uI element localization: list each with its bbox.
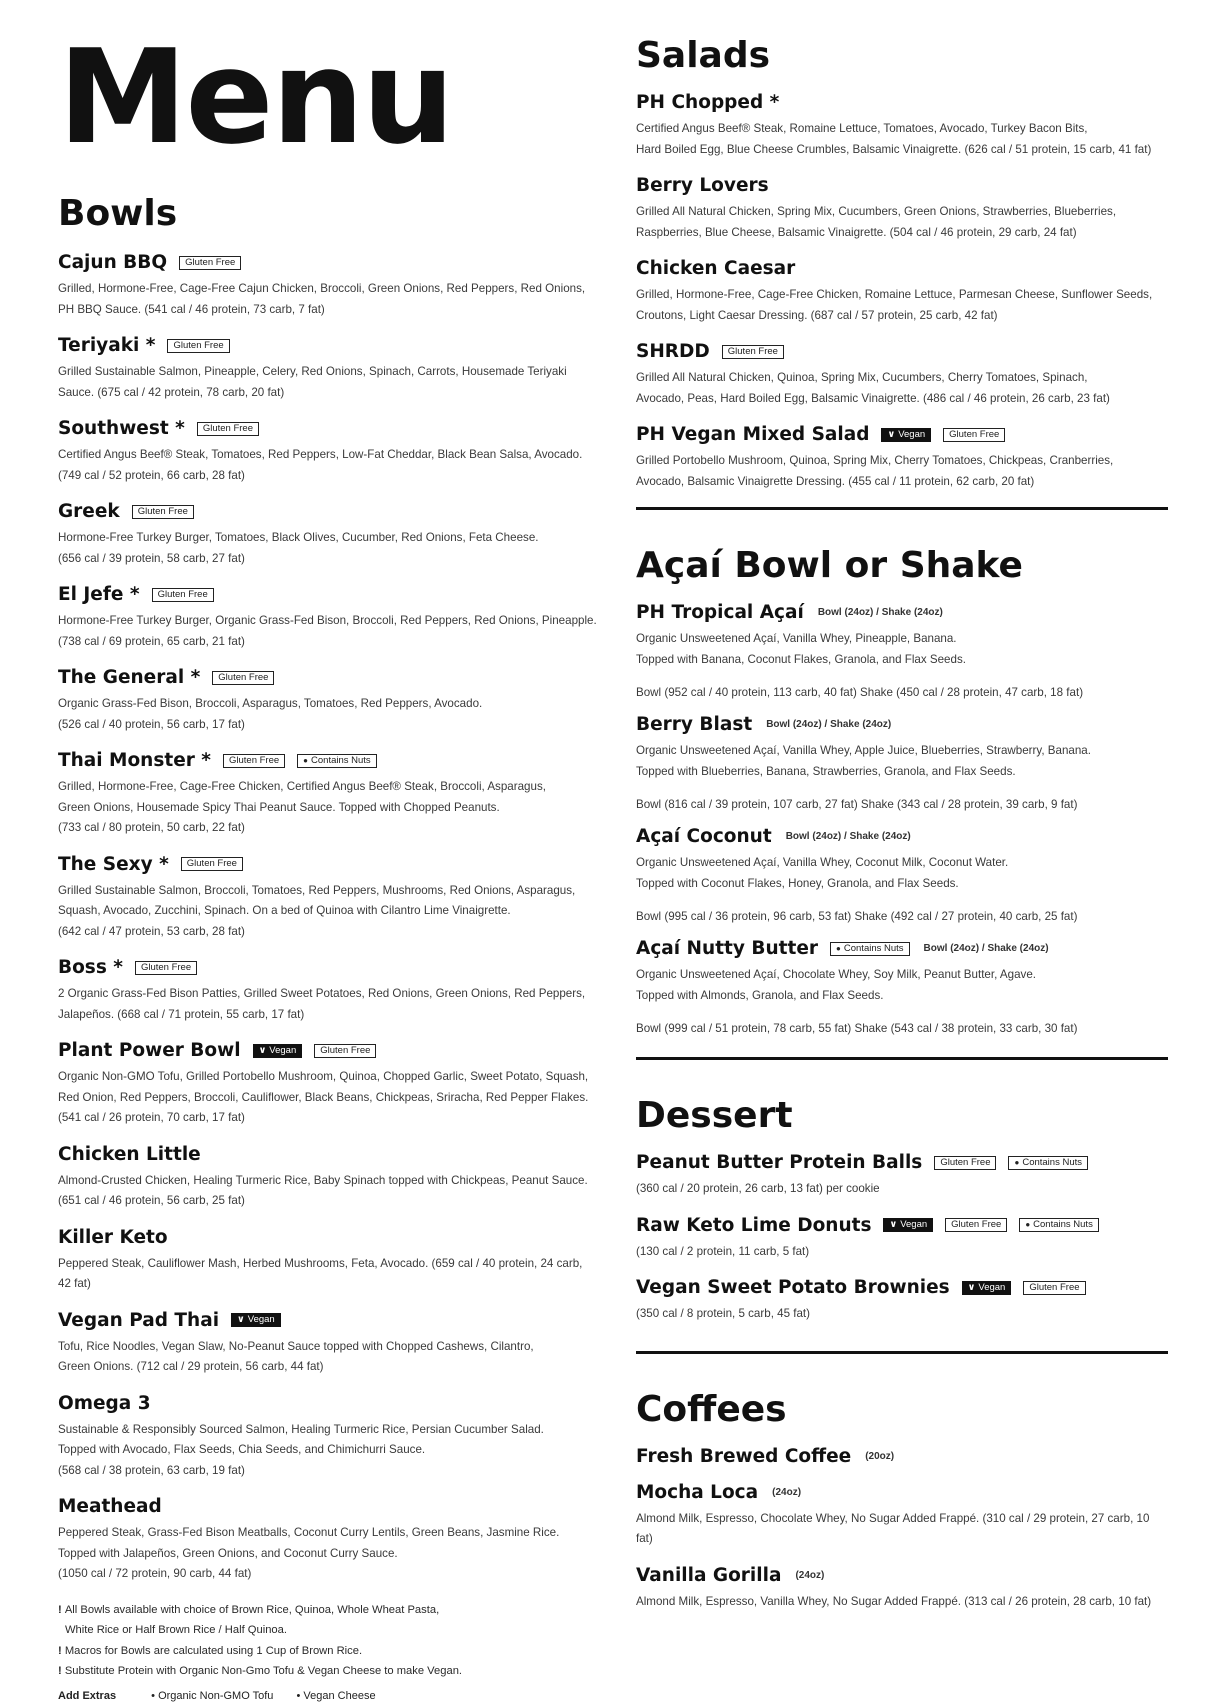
description-line: Raspberries, Blue Cheese, Balsamic Vinaigrette. (504 cal / 46 protein, 29 carb, 24 fat): [636, 225, 1077, 239]
description-line: (651 cal / 46 protein, 56 carb, 25 fat): [58, 1194, 245, 1207]
description-line: (130 cal / 2 protein, 11 carb, 5 fat): [636, 1244, 810, 1258]
item-description: [636, 285, 1168, 326]
item-header: [636, 602, 1168, 623]
badge-label: Gluten Free: [140, 961, 192, 973]
nut-icon: ●: [303, 755, 309, 765]
description-line: Hormone-Free Turkey Burger, Tomatoes, Black Olives, Cucumber, Red Onions, Feta Cheese.: [58, 531, 539, 544]
description-line: Organic Unsweetened Açaí, Chocolate Whey, Soy Milk, Peanut Butter, Agave.: [636, 968, 1036, 981]
menu-item: [58, 957, 598, 1025]
description-line: Topped with Blueberries, Banana, Strawberries, Granola, and Flax Seeds.: [636, 764, 1016, 778]
gluten-free-badge: [943, 428, 1005, 442]
item-header: [58, 750, 598, 771]
size-note: Bowl (24oz) / Shake (24oz): [785, 831, 911, 842]
description-line: Grilled Portobello Mushroom, Quinoa, Spring Mix, Cherry Tomatoes, Chickpeas, Cranberries,: [636, 454, 1114, 467]
description-line: Peppered Steak, Grass-Fed Bison Meatballs, Coconut Curry Lentils, Green Beans, Jasmine Rice.: [58, 1526, 560, 1539]
item-name: Berry Lovers: [636, 175, 769, 196]
description-line: Grilled All Natural Chicken, Quinoa, Spring Mix, Cucumbers, Cherry Tomatoes, Spinach,: [636, 371, 1088, 384]
item-header: [636, 938, 1168, 959]
exclamation-icon: !: [58, 1665, 65, 1677]
item-header: [636, 92, 1168, 113]
size-note: (24oz): [795, 1569, 825, 1581]
item-header: [636, 424, 1168, 445]
vegan-badge: [962, 1281, 1012, 1295]
description-line: Topped with Coconut Flakes, Honey, Granola, and Flax Seeds.: [636, 876, 959, 890]
description-line: (350 cal / 8 protein, 5 carb, 45 fat): [636, 1307, 811, 1320]
item-name: The General *: [58, 667, 201, 688]
item-name: PH Tropical Açaí: [636, 602, 804, 623]
menu-title: Menu: [58, 21, 453, 173]
acai-list: [636, 602, 1168, 1035]
badge-label: Gluten Free: [173, 339, 224, 351]
item-name: Omega 3: [58, 1392, 151, 1414]
badge-label: Gluten Free: [157, 588, 208, 600]
section-divider: [636, 507, 1168, 510]
exclamation-icon: !: [58, 1644, 65, 1657]
extra-item: • Organic Non-GMO Tofu: [151, 1689, 274, 1702]
item-name: Vegan Sweet Potato Brownies: [636, 1277, 950, 1298]
description-line: Green Onions. (712 cal / 29 protein, 56 carb, 44 fat): [58, 1360, 324, 1373]
menu-item: [636, 1152, 1168, 1200]
menu-item: [58, 1310, 598, 1378]
badge-label: Vegan: [898, 428, 926, 440]
nutrition-line: Bowl (816 cal / 39 protein, 107 carb, 27 fat) Shake (343 cal / 28 protein, 39 carb, 9 fat): [636, 798, 1078, 811]
size-note: Bowl (24oz) / Shake (24oz): [766, 719, 892, 730]
nutrition-line: Bowl (995 cal / 36 protein, 96 carb, 53 fat) Shake (492 cal / 27 protein, 40 carb, 25 fat): [636, 910, 1078, 923]
badge-label: Gluten Free: [727, 345, 778, 357]
menu-item: [58, 1040, 598, 1129]
description-line: (526 cal / 40 protein, 56 carb, 17 fat): [58, 717, 245, 731]
extra-item: • Vegan Cheese: [296, 1689, 376, 1702]
nutrition-line: Bowl (952 cal / 40 protein, 113 carb, 40 fat) Shake (450 cal / 28 protein, 47 carb, 18 fat): [636, 686, 1084, 699]
left-column: [58, 0, 598, 1702]
item-header: [58, 335, 598, 356]
description-line: (541 cal / 26 protein, 70 carb, 17 fat): [58, 1111, 245, 1124]
item-description: [58, 694, 598, 735]
menu-item: [636, 258, 1168, 326]
dessert-list: [636, 1152, 1168, 1325]
item-description: [58, 1337, 598, 1378]
item-description: [636, 368, 1168, 409]
section-title-bowls: Bowls: [58, 193, 178, 234]
gluten-free-badge: [212, 671, 274, 685]
description-line: Topped with Banana, Coconut Flakes, Granola, and Flax Seeds.: [636, 652, 966, 666]
item-name: Teriyaki *: [58, 335, 156, 356]
item-name: PH Vegan Mixed Salad: [636, 424, 870, 445]
menu-item: [58, 501, 598, 569]
badge-label: Contains Nuts: [843, 942, 904, 954]
item-name: Cajun BBQ: [58, 252, 168, 273]
menu-item: [636, 602, 1168, 699]
item-name: Southwest *: [58, 418, 185, 439]
item-name: The Sexy *: [58, 853, 169, 875]
badge-label: Vegan: [978, 1281, 1006, 1293]
contains-nuts-badge: [1008, 1156, 1088, 1170]
item-header: [636, 341, 1168, 362]
description-line: (1050 cal / 72 protein, 90 carb, 44 fat): [58, 1567, 252, 1580]
badge-label: Gluten Free: [320, 1044, 371, 1056]
description-line: Grilled, Hormone-Free, Cage-Free Chicken, Certified Angus Beef® Steak, Broccoli, Asparagus,: [58, 780, 546, 793]
gluten-free-badge: [152, 588, 214, 602]
description-line: Sauce. (675 cal / 42 protein, 78 carb, 20 fat): [58, 385, 285, 399]
item-description: [58, 1067, 598, 1129]
item-description: [58, 1523, 598, 1585]
item-header: [636, 258, 1168, 279]
gluten-free-badge: [132, 505, 194, 519]
menu-item: [636, 826, 1168, 923]
section-title-salads: Salads: [636, 35, 771, 76]
menu-item: [58, 584, 598, 652]
badge-label: Vegan: [247, 1314, 275, 1325]
item-name: Vanilla Gorilla: [636, 1564, 782, 1586]
badge-label: Gluten Free: [202, 422, 253, 434]
add-extras: [58, 1690, 598, 1702]
item-name: Chicken Little: [58, 1143, 201, 1165]
menu-item: [636, 1482, 1168, 1550]
item-name: Fresh Brewed Coffee: [636, 1445, 852, 1467]
size-note: Bowl (24oz) / Shake (24oz): [923, 943, 1049, 954]
bowls-notes: [58, 1600, 598, 1682]
item-name: El Jefe *: [58, 584, 140, 605]
item-description: [58, 611, 598, 652]
item-description: [636, 1592, 1168, 1613]
menu-item: [636, 175, 1168, 243]
item-description: [636, 629, 1168, 670]
contains-nuts-badge: [297, 754, 377, 768]
item-name: Vegan Pad Thai: [58, 1309, 220, 1331]
note-item: ! Macros for Bowls are calculated using 1 Cup of Brown Rice.: [58, 1644, 363, 1657]
note-item: ! Substitute Protein with Organic Non-Gmo Tofu & Vegan Cheese to make Vegan.: [58, 1665, 463, 1677]
menu-item: [58, 854, 598, 943]
menu-item: [58, 667, 598, 735]
menu-item: [636, 1277, 1168, 1325]
menu-item: [58, 335, 598, 403]
vegan-leaf-icon: ∨: [237, 1314, 245, 1325]
gluten-free-badge: [179, 256, 241, 270]
description-line: Croutons, Light Caesar Dressing. (687 cal / 57 protein, 25 carb, 42 fat): [636, 308, 998, 322]
nutrition-line: Bowl (999 cal / 51 protein, 78 carb, 55 fat) Shake (543 cal / 38 protein, 33 carb, 30 fat): [636, 1022, 1078, 1035]
menu-item: [636, 1565, 1168, 1613]
coffees-list: [636, 1446, 1168, 1613]
item-header: [58, 957, 598, 978]
menu-item: [58, 1144, 598, 1212]
item-header: [58, 418, 598, 439]
description-line: (749 cal / 52 protein, 66 carb, 28 fat): [58, 468, 245, 482]
item-header: [636, 1277, 1168, 1298]
description-line: Tofu, Rice Noodles, Vegan Slaw, No-Peanut Sauce topped with Chopped Cashews, Cilantro,: [58, 1339, 534, 1353]
vegan-badge: [253, 1044, 303, 1058]
badge-label: Gluten Free: [1029, 1281, 1080, 1293]
description-line: Organic Non-GMO Tofu, Grilled Portobello Mushroom, Quinoa, Chopped Garlic, Sweet Potato, Squash,: [58, 1070, 589, 1083]
item-name: Thai Monster *: [58, 750, 211, 771]
item-description: [636, 1304, 1168, 1325]
description-line: Certified Angus Beef® Steak, Romaine Lettuce, Tomatoes, Avocado, Turkey Bacon Bits,: [636, 122, 1088, 135]
description-line: Topped with Jalapeños, Green Onions, and Coconut Curry Sauce.: [58, 1546, 398, 1560]
contains-nuts-badge: [830, 942, 910, 956]
description-line: Topped with Almonds, Granola, and Flax Seeds.: [636, 988, 884, 1002]
description-line: 2 Organic Grass-Fed Bison Patties, Grilled Sweet Potatoes, Red Onions, Green Onions, Red Peppers,: [58, 987, 586, 1000]
section-title-dessert: Dessert: [636, 1095, 793, 1136]
item-description: [58, 445, 598, 486]
description-line: Avocado, Peas, Hard Boiled Egg, Balsamic Vinaigrette. (486 cal / 46 protein, 26 carb, 23 fat): [636, 391, 1110, 405]
section-divider: [636, 1057, 1168, 1060]
item-header: [636, 1446, 1168, 1467]
gluten-free-badge: [314, 1044, 376, 1058]
item-description: [58, 1254, 598, 1295]
description-line: Peppered Steak, Cauliflower Mash, Herbed Mushrooms, Feta, Avocado. (659 cal / 40 protein, 24 carb, 42 fat): [58, 1256, 583, 1290]
description-line: Jalapeños. (668 cal / 71 protein, 55 carb, 17 fat): [58, 1007, 305, 1021]
item-description: [636, 1509, 1168, 1550]
item-header: [58, 1310, 598, 1331]
section-title-coffees: Coffees: [636, 1388, 787, 1430]
item-description: [636, 451, 1168, 492]
menu-item: [636, 341, 1168, 409]
description-line: Organic Unsweetened Açaí, Vanilla Whey, Apple Juice, Blueberries, Strawberry, Banana.: [636, 744, 1091, 757]
section-title-acai: Açaí Bowl or Shake: [636, 545, 1023, 586]
item-header: [58, 252, 598, 273]
menu-item: [636, 938, 1168, 1035]
size-note: (24oz): [772, 1486, 802, 1498]
item-description: [58, 279, 598, 320]
item-description: [636, 1179, 1168, 1200]
badge-label: Gluten Free: [185, 256, 236, 268]
gluten-free-badge: [1023, 1281, 1085, 1295]
exclamation-icon: !: [58, 1603, 65, 1616]
item-header: [636, 1565, 1168, 1586]
nut-icon: ●: [1025, 1220, 1031, 1229]
badge-label: Gluten Free: [218, 671, 269, 683]
menu-item: [636, 1446, 1168, 1467]
description-line: Grilled Sustainable Salmon, Broccoli, Tomatoes, Red Peppers, Mushrooms, Red Onions, Asparagus,: [58, 883, 576, 897]
section-divider: [636, 1351, 1168, 1354]
badge-label: Gluten Free: [940, 1156, 991, 1168]
gluten-free-badge: [197, 422, 259, 436]
item-name: Raw Keto Lime Donuts: [636, 1214, 872, 1236]
badge-label: Gluten Free: [949, 428, 1000, 440]
item-name: SHRDD: [636, 341, 710, 362]
gluten-free-badge: [722, 345, 784, 359]
badge-label: Contains Nuts: [1033, 1219, 1093, 1230]
menu-item: [636, 424, 1168, 492]
item-name: Killer Keto: [58, 1226, 168, 1248]
menu-item: [58, 252, 598, 320]
menu-item: [58, 750, 598, 839]
item-header: [636, 1215, 1168, 1236]
item-name: Meathead: [58, 1496, 162, 1517]
gluten-free-badge: [167, 339, 229, 353]
description-line: Grilled Sustainable Salmon, Pineapple, Celery, Red Onions, Spinach, Carrots, Housemade Teriyaki: [58, 365, 567, 378]
description-line: Grilled, Hormone-Free, Cage-Free Cajun Chicken, Broccoli, Green Onions, Red Peppers, Red Onions,: [58, 282, 586, 295]
vegan-leaf-icon: ∨: [887, 428, 896, 440]
badge-label: Gluten Free: [229, 754, 280, 766]
item-description: [636, 1242, 1168, 1263]
description-line: Certified Angus Beef® Steak, Tomatoes, Red Peppers, Low-Fat Cheddar, Black Bean Salsa, Avocado.: [58, 448, 583, 461]
item-name: Plant Power Bowl: [58, 1040, 241, 1061]
item-description: [58, 777, 598, 839]
item-name: Greek: [58, 501, 120, 522]
menu-item: [636, 1215, 1168, 1263]
item-description: [58, 984, 598, 1025]
item-name: Boss *: [58, 957, 123, 978]
item-header: [636, 714, 1168, 735]
bowls-list: [58, 252, 598, 1585]
description-line: Red Onion, Red Peppers, Broccoli, Cauliflower, Black Beans, Chickpeas, Sriracha, Red Pepper Flakes.: [58, 1090, 589, 1104]
menu-item: [58, 1227, 598, 1295]
bullet-icon: •: [296, 1689, 304, 1702]
item-header: [58, 1496, 598, 1517]
description-line: (360 cal / 20 protein, 26 carb, 13 fat) per cookie: [636, 1182, 880, 1195]
item-header: [58, 1144, 598, 1165]
nut-icon: ●: [1014, 1157, 1020, 1167]
description-line: Hormone-Free Turkey Burger, Organic Grass-Fed Bison, Broccoli, Red Peppers, Red Onions, Pineapple.: [58, 614, 597, 627]
description-line: (642 cal / 47 protein, 53 carb, 28 fat): [58, 924, 245, 938]
description-line: Organic Grass-Fed Bison, Broccoli, Asparagus, Tomatoes, Red Peppers, Avocado.: [58, 697, 483, 710]
menu-item: [636, 714, 1168, 811]
description-line: Almond Milk, Espresso, Chocolate Whey, No Sugar Added Frappé. (310 cal / 29 protein, 27 carb, 10 fat): [636, 1511, 1150, 1545]
item-description: [58, 1420, 598, 1482]
menu-item: [58, 1496, 598, 1585]
gluten-free-badge: [181, 857, 243, 871]
salads-list: [636, 92, 1168, 492]
badge-label: Contains Nuts: [1022, 1156, 1082, 1168]
item-description: [58, 362, 598, 403]
item-header: [58, 584, 598, 605]
menu-item: [636, 92, 1168, 160]
item-header: [58, 1227, 598, 1248]
badge-label: Gluten Free: [137, 505, 188, 517]
gluten-free-badge: [135, 961, 197, 975]
description-line: (733 cal / 80 protein, 50 carb, 22 fat): [58, 821, 245, 834]
gluten-free-badge: [223, 754, 285, 768]
vegan-badge: [883, 1218, 933, 1232]
description-line: Almond Milk, Espresso, Vanilla Whey, No Sugar Added Frappé. (313 cal / 26 protein, 28 carb, 10 fat): [636, 1594, 1152, 1608]
badge-label: Gluten Free: [186, 858, 237, 869]
description-line: Green Onions, Housemade Spicy Thai Peanut Sauce. Topped with Chopped Peanuts.: [58, 800, 500, 814]
description-line: Squash, Avocado, Zucchini, Spinach. On a bed of Quinoa with Cilantro Lime Vinaigrette.: [58, 904, 511, 917]
item-name: Açaí Coconut: [636, 826, 772, 847]
item-header: [58, 1040, 598, 1061]
description-line: (738 cal / 69 protein, 65 carb, 21 fat): [58, 634, 245, 648]
description-line: Organic Unsweetened Açaí, Vanilla Whey, Pineapple, Banana.: [636, 632, 957, 645]
badge-label: Vegan: [900, 1219, 928, 1230]
menu-item: [58, 1393, 598, 1482]
description-line: Grilled, Hormone-Free, Cage-Free Chicken, Romaine Lettuce, Parmesan Cheese, Sunflower Seeds,: [636, 288, 1153, 301]
item-description: [636, 119, 1168, 160]
vegan-leaf-icon: ∨: [967, 1281, 976, 1293]
menu-item: [58, 418, 598, 486]
size-note: (20oz): [865, 1450, 895, 1462]
note-item: White Rice or Half Brown Rice / Half Quinoa.: [65, 1624, 287, 1636]
item-header: [636, 1152, 1168, 1173]
add-extras-label: Add Extras: [58, 1689, 117, 1702]
note-item: ! All Bowls available with choice of Brown Rice, Quinoa, Whole Wheat Pasta,: [58, 1603, 440, 1616]
description-line: Almond-Crusted Chicken, Healing Turmeric Rice, Baby Spinach topped with Chickpeas, Peanut Sauce.: [58, 1173, 588, 1187]
size-note: Bowl (24oz) / Shake (24oz): [817, 607, 943, 618]
item-description: [636, 202, 1168, 243]
item-description: [636, 965, 1168, 1006]
description-line: Sustainable & Responsibly Sourced Salmon, Healing Turmeric Rice, Persian Cucumber Salad.: [58, 1422, 544, 1436]
item-header: [636, 175, 1168, 196]
badge-label: Gluten Free: [951, 1219, 1002, 1230]
item-description: [58, 528, 598, 569]
right-column: [636, 0, 1168, 1627]
vegan-leaf-icon: ∨: [258, 1044, 267, 1056]
item-header: [58, 667, 598, 688]
description-line: Organic Unsweetened Açaí, Vanilla Whey, Coconut Milk, Coconut Water.: [636, 856, 1009, 869]
item-description: [58, 881, 598, 943]
item-header: [58, 1393, 598, 1414]
description-line: (656 cal / 39 protein, 58 carb, 27 fat): [58, 551, 245, 565]
description-line: PH BBQ Sauce. (541 cal / 46 protein, 73 carb, 7 fat): [58, 302, 325, 316]
item-name: Peanut Butter Protein Balls: [636, 1152, 923, 1173]
bullet-icon: •: [151, 1689, 159, 1702]
item-description: [636, 741, 1168, 782]
description-line: Topped with Avocado, Flax Seeds, Chia Seeds, and Chimichurri Sauce.: [58, 1443, 426, 1456]
item-header: [58, 854, 598, 875]
item-header: [636, 1482, 1168, 1503]
item-name: Chicken Caesar: [636, 258, 796, 279]
item-header: [636, 826, 1168, 847]
item-name: Mocha Loca: [636, 1481, 759, 1503]
gluten-free-badge: [945, 1218, 1007, 1232]
item-header: [58, 501, 598, 522]
badge-label: Contains Nuts: [311, 754, 371, 766]
description-line: Avocado, Balsamic Vinaigrette Dressing. (455 cal / 11 protein, 62 carb, 20 fat): [636, 474, 1035, 488]
badge-label: Vegan: [269, 1044, 297, 1056]
contains-nuts-badge: [1019, 1218, 1099, 1232]
item-name: Berry Blast: [636, 714, 753, 735]
description-line: Hard Boiled Egg, Blue Cheese Crumbles, Balsamic Vinaigrette. (626 cal / 51 protein, 15 carb, 41 fat): [636, 142, 1152, 156]
item-name: Açaí Nutty Butter: [636, 938, 819, 959]
item-name: PH Chopped *: [636, 92, 780, 113]
item-description: [636, 853, 1168, 894]
description-line: Grilled All Natural Chicken, Spring Mix, Cucumbers, Green Onions, Strawberries, Blueberries,: [636, 205, 1117, 218]
vegan-badge: [881, 428, 931, 442]
nut-icon: ●: [836, 943, 841, 953]
gluten-free-badge: [934, 1156, 996, 1170]
description-line: (568 cal / 38 protein, 63 carb, 19 fat): [58, 1463, 245, 1477]
item-description: [58, 1171, 598, 1212]
vegan-leaf-icon: ∨: [889, 1219, 898, 1230]
vegan-badge: [231, 1313, 281, 1327]
